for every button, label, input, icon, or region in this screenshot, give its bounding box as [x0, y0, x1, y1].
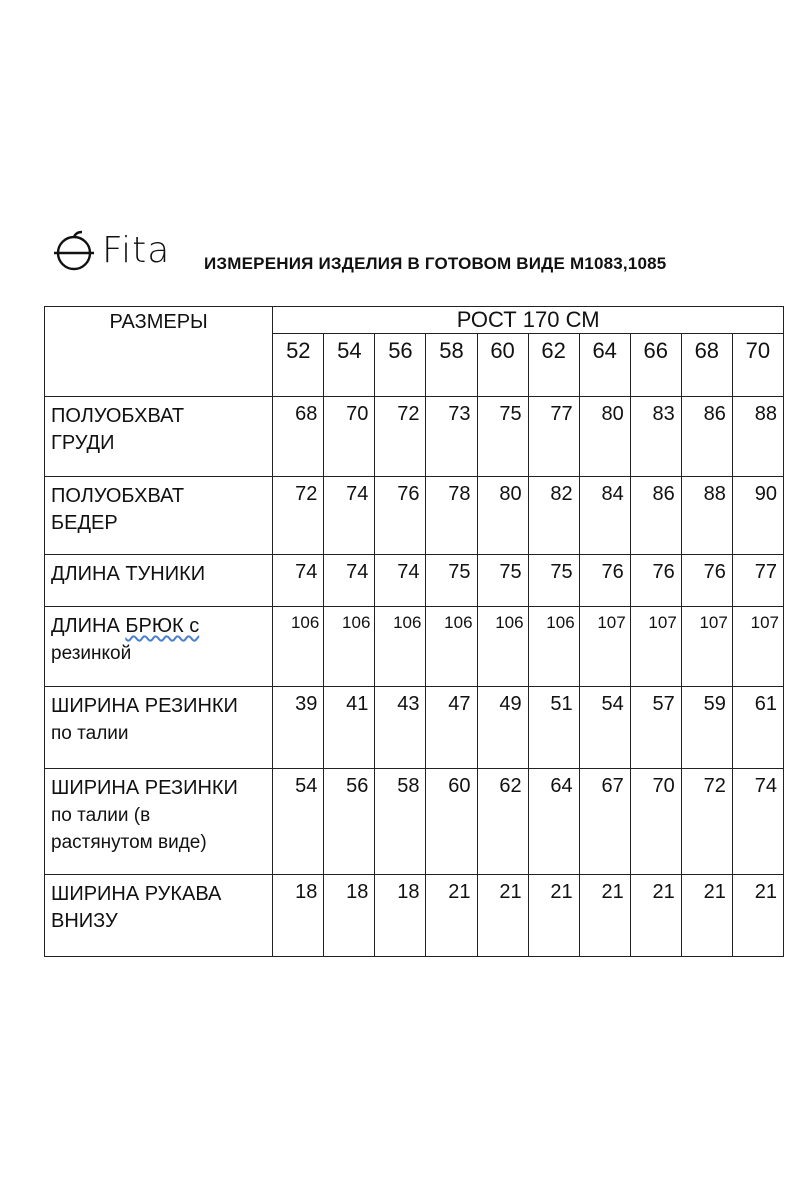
value-cell: 73	[426, 397, 477, 477]
document-title: ИЗМЕРЕНИЯ ИЗДЕЛИЯ В ГОТОВОМ ВИДЕ М1083,1085	[204, 254, 667, 273]
value-cell: 21	[528, 875, 579, 957]
value-cell: 88	[732, 397, 783, 477]
size-header-56: 56	[375, 334, 426, 397]
value-cell: 106	[375, 607, 426, 687]
value-cell: 18	[375, 875, 426, 957]
value-cell: 106	[426, 607, 477, 687]
value-cell: 68	[273, 397, 324, 477]
row-label-line: ПОЛУОБХВАТ	[51, 405, 185, 427]
row-label	[45, 875, 273, 957]
row-label-line: растянутом виде)	[51, 832, 207, 853]
value-cell: 18	[273, 875, 324, 957]
value-cell: 41	[324, 687, 375, 769]
row-label-line: ДЛИНА БРЮК с	[51, 615, 200, 637]
value-cell: 47	[426, 687, 477, 769]
brand-logo	[52, 228, 170, 274]
value-cell: 54	[579, 687, 630, 769]
value-cell: 43	[375, 687, 426, 769]
value-cell: 77	[732, 555, 783, 607]
value-cell: 21	[630, 875, 681, 957]
value-cell: 39	[273, 687, 324, 769]
value-cell: 74	[324, 477, 375, 555]
row-label	[45, 555, 273, 607]
value-cell: 90	[732, 477, 783, 555]
value-cell: 51	[528, 687, 579, 769]
row-label-line: по талии (в	[51, 805, 151, 826]
value-cell: 75	[477, 397, 528, 477]
value-cell: 107	[681, 607, 732, 687]
value-cell: 61	[732, 687, 783, 769]
value-cell: 56	[324, 769, 375, 875]
table-row	[45, 687, 784, 769]
size-header-60: 60	[477, 334, 528, 397]
fita-logo-icon	[52, 230, 96, 272]
value-cell: 76	[375, 477, 426, 555]
value-cell: 57	[630, 687, 681, 769]
value-cell: 107	[630, 607, 681, 687]
value-cell: 72	[273, 477, 324, 555]
value-cell: 76	[630, 555, 681, 607]
value-cell: 83	[630, 397, 681, 477]
value-cell: 64	[528, 769, 579, 875]
value-cell: 77	[528, 397, 579, 477]
row-label-line: ШИРИНА РУКАВА	[51, 883, 222, 905]
value-cell: 78	[426, 477, 477, 555]
row-label-line: ВНИЗУ	[51, 910, 118, 932]
label-column-header: РАЗМЕРЫ	[45, 307, 273, 397]
value-cell: 18	[324, 875, 375, 957]
value-cell: 21	[732, 875, 783, 957]
row-label	[45, 607, 273, 687]
table-row	[45, 607, 784, 687]
value-cell: 21	[681, 875, 732, 957]
value-cell: 86	[681, 397, 732, 477]
row-label	[45, 769, 273, 875]
brand-name: Fita	[102, 230, 171, 271]
value-cell: 76	[579, 555, 630, 607]
value-cell: 106	[273, 607, 324, 687]
size-header-66: 66	[630, 334, 681, 397]
table-row	[45, 555, 784, 607]
size-header-64: 64	[579, 334, 630, 397]
value-cell: 72	[375, 397, 426, 477]
table-row	[45, 477, 784, 555]
value-cell: 107	[579, 607, 630, 687]
row-label	[45, 687, 273, 769]
table-row	[45, 875, 784, 957]
size-header-62: 62	[528, 334, 579, 397]
size-header-58: 58	[426, 334, 477, 397]
table-body	[45, 397, 784, 957]
value-cell: 49	[477, 687, 528, 769]
value-cell: 75	[528, 555, 579, 607]
height-group-header: РОСТ 170 СМ	[273, 307, 784, 334]
row-label-line: резинкой	[51, 643, 132, 664]
value-cell: 70	[324, 397, 375, 477]
row-label-line: ШИРИНА РЕЗИНКИ	[51, 695, 238, 717]
row-label	[45, 477, 273, 555]
value-cell: 74	[273, 555, 324, 607]
size-table	[44, 306, 784, 957]
size-header-52: 52	[273, 334, 324, 397]
value-cell: 21	[579, 875, 630, 957]
value-cell: 74	[732, 769, 783, 875]
value-cell: 75	[426, 555, 477, 607]
value-cell: 60	[426, 769, 477, 875]
value-cell: 86	[630, 477, 681, 555]
value-cell: 21	[477, 875, 528, 957]
value-cell: 59	[681, 687, 732, 769]
value-cell: 67	[579, 769, 630, 875]
row-label-line: ПОЛУОБХВАТ	[51, 485, 185, 507]
table-row	[45, 769, 784, 875]
row-label-line: ШИРИНА РЕЗИНКИ	[51, 777, 238, 799]
size-header-54: 54	[324, 334, 375, 397]
row-label-line: по талии	[51, 723, 129, 744]
document-header	[52, 228, 772, 278]
value-cell: 76	[681, 555, 732, 607]
value-cell: 21	[426, 875, 477, 957]
value-cell: 62	[477, 769, 528, 875]
value-cell: 106	[528, 607, 579, 687]
row-label-line: ДЛИНА ТУНИКИ	[51, 563, 206, 585]
value-cell: 107	[732, 607, 783, 687]
row-label-line: БЕДЕР	[51, 512, 118, 534]
value-cell: 82	[528, 477, 579, 555]
size-header-70: 70	[732, 334, 783, 397]
size-header-68: 68	[681, 334, 732, 397]
value-cell: 75	[477, 555, 528, 607]
value-cell: 106	[324, 607, 375, 687]
value-cell: 72	[681, 769, 732, 875]
value-cell: 58	[375, 769, 426, 875]
row-label-line: ГРУДИ	[51, 432, 115, 454]
table-row	[45, 397, 784, 477]
value-cell: 74	[324, 555, 375, 607]
value-cell: 80	[579, 397, 630, 477]
value-cell: 84	[579, 477, 630, 555]
row-label	[45, 397, 273, 477]
value-cell: 54	[273, 769, 324, 875]
value-cell: 88	[681, 477, 732, 555]
value-cell: 70	[630, 769, 681, 875]
value-cell: 74	[375, 555, 426, 607]
value-cell: 80	[477, 477, 528, 555]
value-cell: 106	[477, 607, 528, 687]
